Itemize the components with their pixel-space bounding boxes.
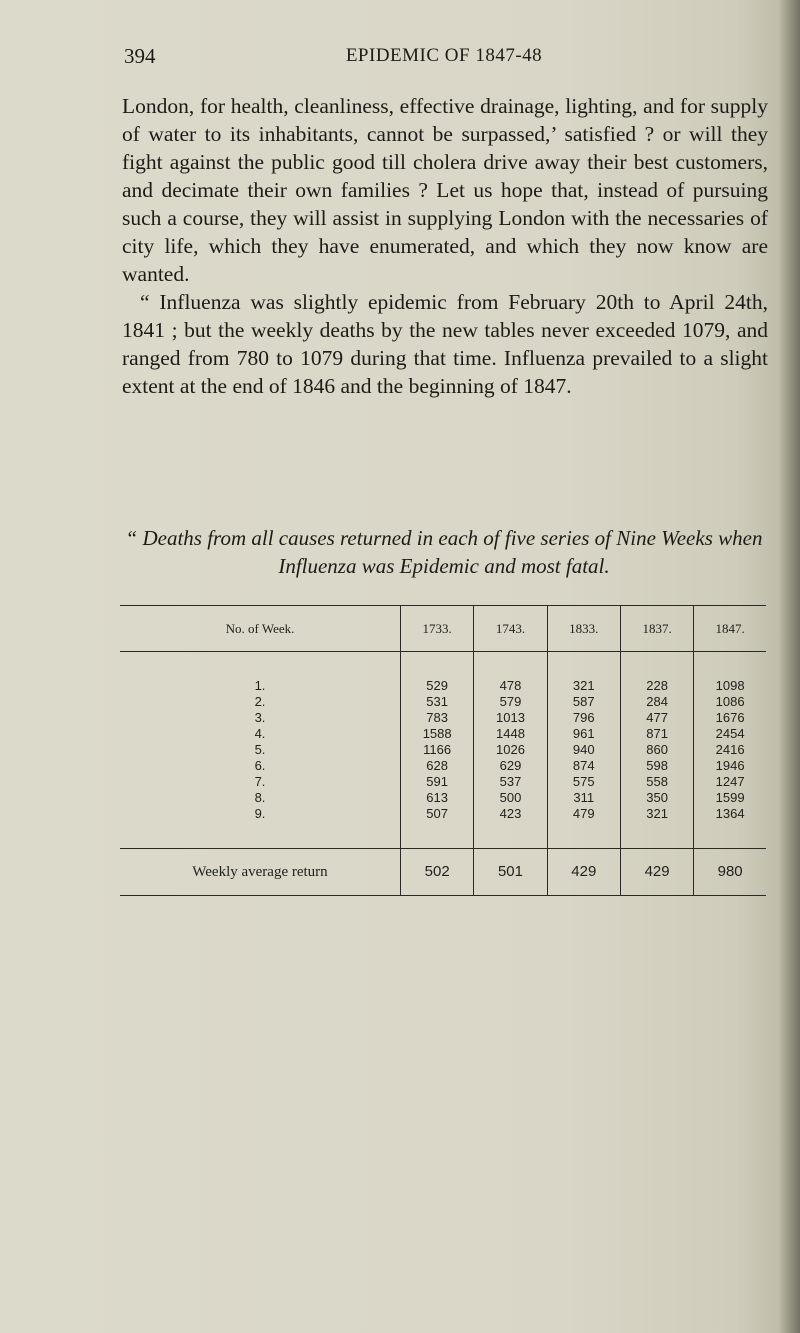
table-row xyxy=(120,710,766,726)
value-cell: 1086 xyxy=(694,694,766,710)
value-cell: 871 xyxy=(620,726,693,742)
table-header-row xyxy=(120,606,766,652)
value-cell: 598 xyxy=(620,758,693,774)
table-row xyxy=(120,726,766,742)
header-1847: 1847. xyxy=(694,606,766,652)
average-cell: 501 xyxy=(474,849,547,896)
table-row xyxy=(120,742,766,758)
value-cell: 321 xyxy=(547,652,620,695)
table-row xyxy=(120,652,766,695)
value-cell: 311 xyxy=(547,790,620,806)
header-1733: 1733. xyxy=(401,606,474,652)
value-cell: 2416 xyxy=(694,742,766,758)
value-cell: 537 xyxy=(474,774,547,790)
average-cell: 502 xyxy=(401,849,474,896)
value-cell: 961 xyxy=(547,726,620,742)
value-cell: 591 xyxy=(401,774,474,790)
value-cell: 1364 xyxy=(694,806,766,849)
value-cell: 284 xyxy=(620,694,693,710)
value-cell: 1166 xyxy=(401,742,474,758)
value-cell: 558 xyxy=(620,774,693,790)
header-week: No. of Week. xyxy=(120,606,401,652)
body-text xyxy=(122,92,768,400)
value-cell: 2454 xyxy=(694,726,766,742)
value-cell: 613 xyxy=(401,790,474,806)
page-number: 394 xyxy=(124,44,156,68)
page-header xyxy=(124,44,764,74)
value-cell: 587 xyxy=(547,694,620,710)
value-cell: 628 xyxy=(401,758,474,774)
header-1833: 1833. xyxy=(547,606,620,652)
table-row xyxy=(120,806,766,849)
value-cell: 1599 xyxy=(694,790,766,806)
header-1743: 1743. xyxy=(474,606,547,652)
value-cell: 477 xyxy=(620,710,693,726)
paragraph-2: “ Influenza was slightly epidemic from February 20th to April 24th, 1841 ; but the weekly deaths by the new tables never exceeded 1079, and ranged from 780 to 1079 during that time. Influenza prevailed to a slight extent at the end of 1846 and the beginning of 1847. xyxy=(122,290,768,398)
value-cell: 1946 xyxy=(694,758,766,774)
average-cell: 429 xyxy=(547,849,620,896)
week-cell: 9. xyxy=(254,806,266,821)
value-cell: 507 xyxy=(401,806,474,849)
week-cell: 1. xyxy=(254,678,266,693)
value-cell: 575 xyxy=(547,774,620,790)
value-cell: 500 xyxy=(474,790,547,806)
average-cell: 429 xyxy=(620,849,693,896)
average-row xyxy=(120,849,766,896)
value-cell: 1247 xyxy=(694,774,766,790)
week-cell: 7. xyxy=(254,774,266,789)
week-cell: 2. xyxy=(254,694,266,709)
table-row xyxy=(120,694,766,710)
value-cell: 423 xyxy=(474,806,547,849)
value-cell: 529 xyxy=(401,652,474,695)
value-cell: 1013 xyxy=(474,710,547,726)
week-cell: 6. xyxy=(254,758,266,773)
value-cell: 1098 xyxy=(694,652,766,695)
value-cell: 629 xyxy=(474,758,547,774)
value-cell: 478 xyxy=(474,652,547,695)
value-cell: 579 xyxy=(474,694,547,710)
table-row xyxy=(120,774,766,790)
running-title: EPIDEMIC OF 1847-48 xyxy=(345,45,543,66)
value-cell: 479 xyxy=(547,806,620,849)
average-label: Weekly average return xyxy=(120,849,401,896)
value-cell: 321 xyxy=(620,806,693,849)
value-cell: 1026 xyxy=(474,742,547,758)
week-cell: 8. xyxy=(254,790,266,805)
week-cell: 5. xyxy=(254,742,266,757)
table-caption: “ Deaths from all causes returned in each of five series of Nine Weeks when Influenza was Epidemic and most fatal. xyxy=(125,526,763,578)
value-cell: 350 xyxy=(620,790,693,806)
header-1837: 1837. xyxy=(620,606,693,652)
value-cell: 860 xyxy=(620,742,693,758)
value-cell: 1588 xyxy=(401,726,474,742)
deaths-table xyxy=(120,605,766,896)
value-cell: 796 xyxy=(547,710,620,726)
week-cell: 4. xyxy=(254,726,266,741)
value-cell: 874 xyxy=(547,758,620,774)
value-cell: 1448 xyxy=(474,726,547,742)
value-cell: 1676 xyxy=(694,710,766,726)
table-row xyxy=(120,758,766,774)
average-cell: 980 xyxy=(694,849,766,896)
page-edge-shadow xyxy=(778,0,800,1333)
value-cell: 783 xyxy=(401,710,474,726)
paragraph-1: London, for health, cleanliness, effective drainage, lighting, and for supply of water to its inhabitants, cannot be surpassed,’ satisfied ? or will they fight against the public good till cholera drive away their best customers, and decimate their own families ? Let us hope that, instead of pursuing such a course, they will assist in supplying London with the necessaries of city life, which they have enumerated, and which they now know are wanted. xyxy=(122,94,768,286)
value-cell: 531 xyxy=(401,694,474,710)
value-cell: 228 xyxy=(620,652,693,695)
table-row xyxy=(120,790,766,806)
value-cell: 940 xyxy=(547,742,620,758)
week-cell: 3. xyxy=(254,710,266,725)
